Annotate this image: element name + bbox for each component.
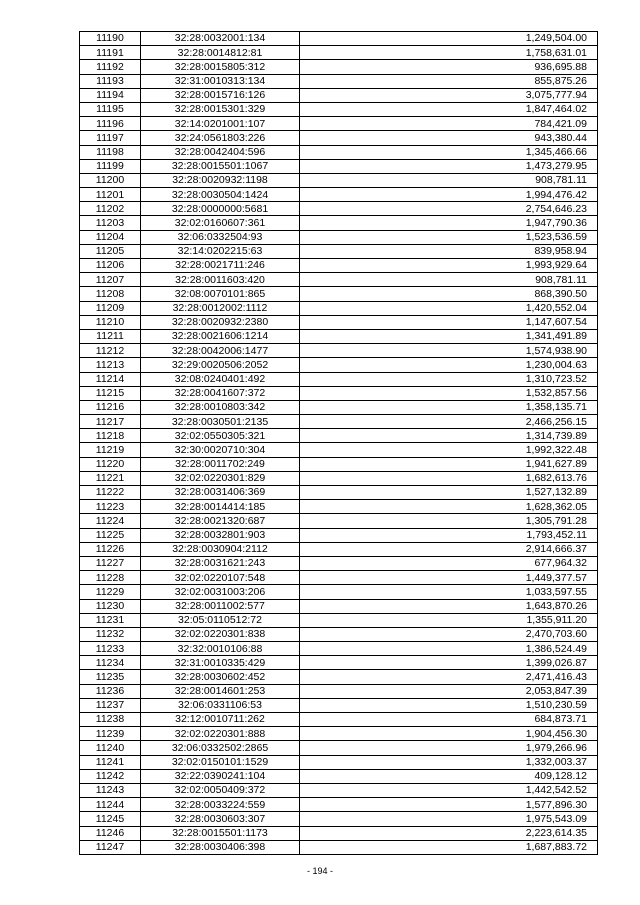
- cadastral-number-cell: 32:28:0012002:1112: [141, 301, 300, 315]
- cadastral-number-cell: 32:28:0032801:903: [141, 528, 300, 542]
- table-row: [80, 698, 598, 712]
- row-number-cell: 11230: [80, 599, 141, 613]
- cadastral-number-cell: 32:28:0031406:369: [141, 486, 300, 500]
- cadastral-number-cell: 32:28:0014601:253: [141, 684, 300, 698]
- table-row: [80, 741, 598, 755]
- cadastral-value-cell: 839,958.94: [300, 244, 598, 258]
- cadastral-value-table: [79, 31, 598, 855]
- row-number-cell: 11238: [80, 713, 141, 727]
- table-row: [80, 188, 598, 202]
- row-number-cell: 11194: [80, 88, 141, 102]
- cadastral-number-cell: 32:12:0010711:262: [141, 713, 300, 727]
- cadastral-number-cell: 32:28:0031621:243: [141, 556, 300, 570]
- cadastral-number-cell: 32:28:0041607:372: [141, 386, 300, 400]
- cadastral-number-cell: 32:28:0030406:398: [141, 840, 300, 854]
- row-number-cell: 11241: [80, 755, 141, 769]
- cadastral-value-cell: 784,421.09: [300, 117, 598, 131]
- cadastral-number-cell: 32:28:0014414:185: [141, 500, 300, 514]
- cadastral-value-cell: 1,230,004.63: [300, 358, 598, 372]
- table-row: [80, 486, 598, 500]
- row-number-cell: 11209: [80, 301, 141, 315]
- row-number-cell: 11216: [80, 400, 141, 414]
- row-number-cell: 11195: [80, 102, 141, 116]
- row-number-cell: 11225: [80, 528, 141, 542]
- cadastral-value-cell: 1,341,491.89: [300, 329, 598, 343]
- cadastral-value-cell: 1,993,929.64: [300, 259, 598, 273]
- cadastral-value-cell: 908,781.11: [300, 173, 598, 187]
- row-number-cell: 11247: [80, 840, 141, 854]
- cadastral-value-cell: 1,947,790.36: [300, 216, 598, 230]
- table-row: [80, 443, 598, 457]
- cadastral-value-cell: 2,466,256.15: [300, 415, 598, 429]
- table-row: [80, 500, 598, 514]
- cadastral-value-cell: 2,471,416.43: [300, 670, 598, 684]
- cadastral-number-cell: 32:28:0030603:307: [141, 812, 300, 826]
- table-row: [80, 117, 598, 131]
- cadastral-number-cell: 32:06:0332504:93: [141, 230, 300, 244]
- table-row: [80, 131, 598, 145]
- cadastral-number-cell: 32:02:0550305:321: [141, 429, 300, 443]
- row-number-cell: 11231: [80, 613, 141, 627]
- row-number-cell: 11218: [80, 429, 141, 443]
- table-row: [80, 358, 598, 372]
- cadastral-value-cell: 1,758,631.01: [300, 46, 598, 60]
- row-number-cell: 11191: [80, 46, 141, 60]
- row-number-cell: 11229: [80, 585, 141, 599]
- cadastral-number-cell: 32:28:0015301:329: [141, 102, 300, 116]
- cadastral-number-cell: 32:02:0050409:372: [141, 783, 300, 797]
- table-row: [80, 32, 598, 46]
- table-row: [80, 727, 598, 741]
- table-row: [80, 386, 598, 400]
- page-number: - 194 -: [306, 866, 333, 876]
- cadastral-number-cell: 32:30:0020710:304: [141, 443, 300, 457]
- table-row: [80, 259, 598, 273]
- cadastral-number-cell: 32:28:0020932:2380: [141, 315, 300, 329]
- table-row: [80, 571, 598, 585]
- table-row: [80, 301, 598, 315]
- cadastral-value-cell: 1,399,026.87: [300, 656, 598, 670]
- cadastral-number-cell: 32:14:0202215:63: [141, 244, 300, 258]
- table-row: [80, 599, 598, 613]
- cadastral-value-cell: 1,442,542.52: [300, 783, 598, 797]
- cadastral-number-cell: 32:24:0561803:226: [141, 131, 300, 145]
- table-row: [80, 514, 598, 528]
- row-number-cell: 11236: [80, 684, 141, 698]
- cadastral-value-cell: 2,053,847.39: [300, 684, 598, 698]
- table-row: [80, 74, 598, 88]
- row-number-cell: 11211: [80, 329, 141, 343]
- cadastral-value-cell: 1,527,132.89: [300, 486, 598, 500]
- row-number-cell: 11207: [80, 273, 141, 287]
- table-row: [80, 642, 598, 656]
- cadastral-number-cell: 32:02:0220301:838: [141, 627, 300, 641]
- cadastral-value-cell: 1,310,723.52: [300, 372, 598, 386]
- cadastral-value-cell: 1,577,896.30: [300, 798, 598, 812]
- table-row: [80, 400, 598, 414]
- cadastral-value-cell: 1,682,613.76: [300, 471, 598, 485]
- row-number-cell: 11226: [80, 542, 141, 556]
- cadastral-number-cell: 32:28:0011603:420: [141, 273, 300, 287]
- cadastral-number-cell: 32:14:0201001:107: [141, 117, 300, 131]
- cadastral-value-cell: 1,473,279.95: [300, 159, 598, 173]
- cadastral-value-cell: 1,386,524.49: [300, 642, 598, 656]
- table-row: [80, 216, 598, 230]
- cadastral-value-cell: 1,249,504.00: [300, 32, 598, 46]
- row-number-cell: 11206: [80, 259, 141, 273]
- row-number-cell: 11214: [80, 372, 141, 386]
- table-row: [80, 670, 598, 684]
- cadastral-value-cell: 1,904,456.30: [300, 727, 598, 741]
- row-number-cell: 11215: [80, 386, 141, 400]
- cadastral-value-cell: 868,390.50: [300, 287, 598, 301]
- table-row: [80, 826, 598, 840]
- row-number-cell: 11222: [80, 486, 141, 500]
- row-number-cell: 11196: [80, 117, 141, 131]
- row-number-cell: 11193: [80, 74, 141, 88]
- table-row: [80, 627, 598, 641]
- cadastral-value-cell: 1,420,552.04: [300, 301, 598, 315]
- row-number-cell: 11192: [80, 60, 141, 74]
- table-row: [80, 429, 598, 443]
- cadastral-value-cell: 1,314,739.89: [300, 429, 598, 443]
- cadastral-value-cell: 1,332,003.37: [300, 755, 598, 769]
- row-number-cell: 11212: [80, 344, 141, 358]
- cadastral-number-cell: 32:28:0020932:1198: [141, 173, 300, 187]
- table-row: [80, 798, 598, 812]
- table-row: [80, 755, 598, 769]
- cadastral-number-cell: 32:28:0032001:134: [141, 32, 300, 46]
- cadastral-number-cell: 32:31:0010335:429: [141, 656, 300, 670]
- cadastral-number-cell: 32:02:0160607:361: [141, 216, 300, 230]
- cadastral-value-cell: 1,355,911.20: [300, 613, 598, 627]
- cadastral-value-cell: 1,687,883.72: [300, 840, 598, 854]
- cadastral-number-cell: 32:28:0021606:1214: [141, 329, 300, 343]
- table-row: [80, 273, 598, 287]
- cadastral-number-cell: 32:28:0033224:559: [141, 798, 300, 812]
- cadastral-value-cell: 1,643,870.26: [300, 599, 598, 613]
- table-row: [80, 344, 598, 358]
- cadastral-number-cell: 32:28:0015501:1067: [141, 159, 300, 173]
- row-number-cell: 11205: [80, 244, 141, 258]
- cadastral-value-cell: 1,345,466.66: [300, 145, 598, 159]
- cadastral-number-cell: 32:28:0030904:2112: [141, 542, 300, 556]
- table-row: [80, 145, 598, 159]
- cadastral-value-cell: 936,695.88: [300, 60, 598, 74]
- cadastral-number-cell: 32:28:0015716:126: [141, 88, 300, 102]
- table-row: [80, 372, 598, 386]
- table-row: [80, 202, 598, 216]
- cadastral-value-cell: 3,075,777.94: [300, 88, 598, 102]
- row-number-cell: 11217: [80, 415, 141, 429]
- row-number-cell: 11198: [80, 145, 141, 159]
- table-row: [80, 230, 598, 244]
- table-row: [80, 783, 598, 797]
- cadastral-value-cell: 1,510,230.59: [300, 698, 598, 712]
- cadastral-number-cell: 32:06:0332502:2865: [141, 741, 300, 755]
- cadastral-value-cell: 1,305,791.28: [300, 514, 598, 528]
- cadastral-value-cell: 1,941,627.89: [300, 457, 598, 471]
- table-row: [80, 159, 598, 173]
- row-number-cell: 11244: [80, 798, 141, 812]
- cadastral-value-cell: 1,147,607.54: [300, 315, 598, 329]
- cadastral-value-cell: 943,380.44: [300, 131, 598, 145]
- cadastral-value-cell: 1,992,322.48: [300, 443, 598, 457]
- table-row: [80, 656, 598, 670]
- table-row: [80, 556, 598, 570]
- table-row: [80, 102, 598, 116]
- table-row: [80, 613, 598, 627]
- cadastral-value-cell: 2,470,703.60: [300, 627, 598, 641]
- row-number-cell: 11203: [80, 216, 141, 230]
- row-number-cell: 11237: [80, 698, 141, 712]
- row-number-cell: 11199: [80, 159, 141, 173]
- cadastral-number-cell: 32:28:0042404:596: [141, 145, 300, 159]
- cadastral-number-cell: 32:08:0240401:492: [141, 372, 300, 386]
- cadastral-number-cell: 32:02:0031003:206: [141, 585, 300, 599]
- table-row: [80, 713, 598, 727]
- row-number-cell: 11197: [80, 131, 141, 145]
- cadastral-value-cell: 677,964.32: [300, 556, 598, 570]
- row-number-cell: 11239: [80, 727, 141, 741]
- row-number-cell: 11232: [80, 627, 141, 641]
- row-number-cell: 11202: [80, 202, 141, 216]
- row-number-cell: 11221: [80, 471, 141, 485]
- cadastral-number-cell: 32:31:0010313:134: [141, 74, 300, 88]
- row-number-cell: 11243: [80, 783, 141, 797]
- table-row: [80, 457, 598, 471]
- cadastral-value-cell: 2,914,666.37: [300, 542, 598, 556]
- row-number-cell: 11213: [80, 358, 141, 372]
- row-number-cell: 11246: [80, 826, 141, 840]
- cadastral-number-cell: 32:05:0110512:72: [141, 613, 300, 627]
- table-row: [80, 88, 598, 102]
- row-number-cell: 11242: [80, 769, 141, 783]
- table-row: [80, 812, 598, 826]
- row-number-cell: 11240: [80, 741, 141, 755]
- cadastral-number-cell: 32:28:0014812:81: [141, 46, 300, 60]
- cadastral-value-cell: 1,994,476.42: [300, 188, 598, 202]
- cadastral-value-cell: 1,523,536.59: [300, 230, 598, 244]
- table-row: [80, 244, 598, 258]
- cadastral-number-cell: 32:28:0011702:249: [141, 457, 300, 471]
- table-row: [80, 315, 598, 329]
- cadastral-value-cell: 855,875.26: [300, 74, 598, 88]
- cadastral-value-cell: 684,873.71: [300, 713, 598, 727]
- table-row: [80, 769, 598, 783]
- cadastral-number-cell: 32:22:0390241:104: [141, 769, 300, 783]
- cadastral-value-cell: 2,754,646.23: [300, 202, 598, 216]
- row-number-cell: 11245: [80, 812, 141, 826]
- table-row: [80, 415, 598, 429]
- table-row: [80, 528, 598, 542]
- cadastral-value-cell: 1,358,135.71: [300, 400, 598, 414]
- cadastral-value-cell: 1,975,543.09: [300, 812, 598, 826]
- row-number-cell: 11219: [80, 443, 141, 457]
- row-number-cell: 11233: [80, 642, 141, 656]
- cadastral-number-cell: 32:28:0030504:1424: [141, 188, 300, 202]
- row-number-cell: 11210: [80, 315, 141, 329]
- cadastral-number-cell: 32:28:0021711:246: [141, 259, 300, 273]
- table-row: [80, 542, 598, 556]
- table-row: [80, 173, 598, 187]
- row-number-cell: 11190: [80, 32, 141, 46]
- cadastral-value-cell: 1,979,266.96: [300, 741, 598, 755]
- cadastral-value-cell: 1,628,362.05: [300, 500, 598, 514]
- row-number-cell: 11234: [80, 656, 141, 670]
- cadastral-number-cell: 32:02:0220301:829: [141, 471, 300, 485]
- cadastral-number-cell: 32:02:0220107:548: [141, 571, 300, 585]
- table-row: [80, 471, 598, 485]
- cadastral-value-cell: 908,781.11: [300, 273, 598, 287]
- table-body: [80, 32, 598, 855]
- cadastral-number-cell: 32:28:0010803:342: [141, 400, 300, 414]
- cadastral-value-cell: 1,793,452.11: [300, 528, 598, 542]
- row-number-cell: 11204: [80, 230, 141, 244]
- cadastral-number-cell: 32:28:0030602:452: [141, 670, 300, 684]
- table-row: [80, 329, 598, 343]
- table-row: [80, 585, 598, 599]
- row-number-cell: 11235: [80, 670, 141, 684]
- row-number-cell: 11228: [80, 571, 141, 585]
- cadastral-number-cell: 32:08:0070101:865: [141, 287, 300, 301]
- cadastral-value-cell: 1,449,377.57: [300, 571, 598, 585]
- table-row: [80, 287, 598, 301]
- cadastral-number-cell: 32:28:0000000:5681: [141, 202, 300, 216]
- row-number-cell: 11200: [80, 173, 141, 187]
- cadastral-number-cell: 32:28:0011002:577: [141, 599, 300, 613]
- table-row: [80, 46, 598, 60]
- cadastral-value-cell: 1,847,464.02: [300, 102, 598, 116]
- table-row: [80, 840, 598, 854]
- cadastral-value-cell: 1,033,597.55: [300, 585, 598, 599]
- cadastral-value-cell: 409,128.12: [300, 769, 598, 783]
- row-number-cell: 11224: [80, 514, 141, 528]
- cadastral-number-cell: 32:29:0020506:2052: [141, 358, 300, 372]
- cadastral-number-cell: 32:28:0015805:312: [141, 60, 300, 74]
- cadastral-number-cell: 32:06:0331106:53: [141, 698, 300, 712]
- cadastral-value-cell: 2,223,614.35: [300, 826, 598, 840]
- cadastral-number-cell: 32:28:0030501:2135: [141, 415, 300, 429]
- row-number-cell: 11201: [80, 188, 141, 202]
- cadastral-number-cell: 32:32:0010106:88: [141, 642, 300, 656]
- cadastral-value-cell: 1,574,938.90: [300, 344, 598, 358]
- table-row: [80, 684, 598, 698]
- row-number-cell: 11220: [80, 457, 141, 471]
- table-row: [80, 60, 598, 74]
- row-number-cell: 11223: [80, 500, 141, 514]
- cadastral-number-cell: 32:28:0015501:1173: [141, 826, 300, 840]
- cadastral-number-cell: 32:02:0220301:888: [141, 727, 300, 741]
- cadastral-value-cell: 1,532,857.56: [300, 386, 598, 400]
- cadastral-number-cell: 32:02:0150101:1529: [141, 755, 300, 769]
- cadastral-number-cell: 32:28:0021320:687: [141, 514, 300, 528]
- cadastral-number-cell: 32:28:0042006:1477: [141, 344, 300, 358]
- row-number-cell: 11208: [80, 287, 141, 301]
- row-number-cell: 11227: [80, 556, 141, 570]
